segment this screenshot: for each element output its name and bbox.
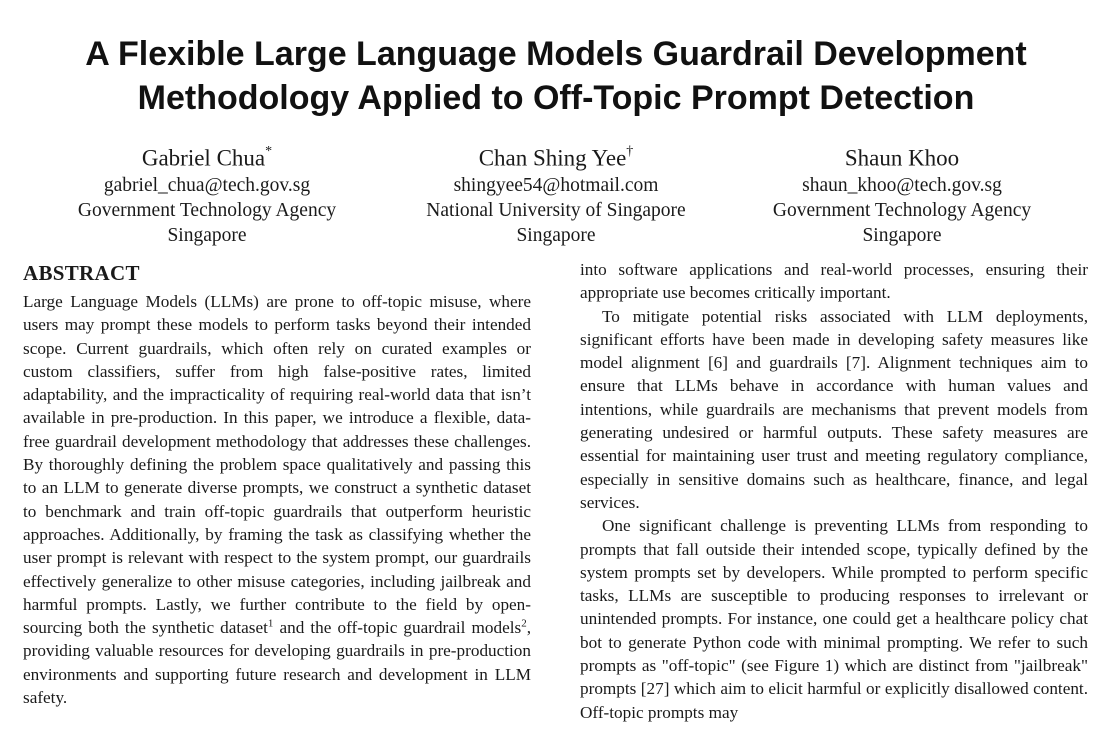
author-email: gabriel_chua@tech.gov.sg bbox=[103, 174, 311, 196]
author-3 bbox=[732, 140, 1072, 248]
author-email: shaun_khoo@tech.gov.sg bbox=[802, 174, 1002, 196]
author-2 bbox=[386, 140, 726, 248]
intro-paragraph-3: One significant challenge is preventing LLMs from responding to prompts that fall outside their intended scope, typically defined by the system prompts set by developers. While prompted to perform specific tasks, LLMs are susceptible to producing responses to irrelevant or unintended prompts. For instance, one could get a healthcare policy chat bot to generate Python code with minimal prompting. We refer to such prompts as "off-topic" (see Figure 1) which are distinct from "jailbreak" prompts [27] which aim to elicit harmful or explicitly disallowed content. Off-topic prompts may bbox=[580, 516, 1088, 722]
abstract-text: Large Language Models (LLMs) are prone to off-topic misuse, where users may prompt these models to perform tasks beyond their intended scope. Current guardrails, which often rely on curated examples or custom classifiers, suffer from high false-positive rates, limited adaptability, and the impracticality of requiring real-world data that isn’t available in pre-production. In this paper, we introduce a flexible, data-free guardrail development methodology that addresses these challenges. By thoroughly defining the problem space qualitatively and passing this to an LLM to generate diverse prompts, we construct a synthetic dataset to benchmark and train off-topic guardrails that outperform heuristic approaches. Additionally, by framing the task as classifying whether the user prompt is relevant with respect to the system prompt, our guardrails effectively generalize to other misuse categories, including jailbreak and harmful prompts. Lastly, we further contribute to the field by open-sourcing both the synthetic dataset$^1$ and the off-topic guardrail models$^2$, providing valuable resources for developing guardrails in pre-production environments and supporting future research and development in LLM safety. bbox=[23, 292, 531, 708]
author-location: Singapore bbox=[167, 224, 247, 246]
introduction-column bbox=[580, 258, 1088, 724]
intro-paragraph-1: into software applications and real-world processes, ensuring their appropriate use becomes critically important. bbox=[580, 260, 1088, 303]
title-line-2: Methodology Applied to Off-Topic Prompt Detection bbox=[137, 79, 975, 117]
paper-title bbox=[0, 32, 1112, 120]
title-line-1: A Flexible Large Language Models Guardrail Development bbox=[85, 35, 1027, 73]
abstract-heading: ABSTRACT bbox=[23, 261, 140, 285]
author-location: Singapore bbox=[516, 224, 596, 246]
author-name: Gabriel Chua bbox=[141, 145, 266, 171]
author-mark: * bbox=[265, 144, 273, 159]
author-location: Singapore bbox=[862, 224, 942, 246]
author-mark: † bbox=[626, 144, 634, 159]
footnote-marker-1[interactable]: 1 bbox=[267, 617, 274, 630]
author-affiliation: Government Technology Agency bbox=[772, 199, 1032, 221]
author-name: Chan Shing Yee bbox=[478, 145, 627, 171]
footnote-marker-2[interactable]: 2 bbox=[521, 617, 527, 630]
abstract-column bbox=[23, 258, 531, 709]
author-name: Shaun Khoo bbox=[844, 145, 960, 171]
author-affiliation: National University of Singapore bbox=[426, 199, 686, 221]
author-affiliation: Government Technology Agency bbox=[77, 199, 337, 221]
author-1 bbox=[37, 140, 377, 248]
author-email: shingyee54@hotmail.com bbox=[453, 174, 659, 196]
author-block bbox=[0, 140, 1112, 250]
intro-paragraph-2: To mitigate potential risks associated with LLM deployments, significant efforts have been made in developing safety measures like model alignment [6] and guardrails [7]. Alignment techniques aim to ensure that LLMs behave in accordance with human values and intentions, while guardrails are mechanisms that prevent models from generating undesired or harmful outputs. These safety measures are essential for maintaining user trust and meeting regulatory compliance, especially in sensitive domains such as healthcare, finance, and legal services. bbox=[580, 306, 1088, 512]
